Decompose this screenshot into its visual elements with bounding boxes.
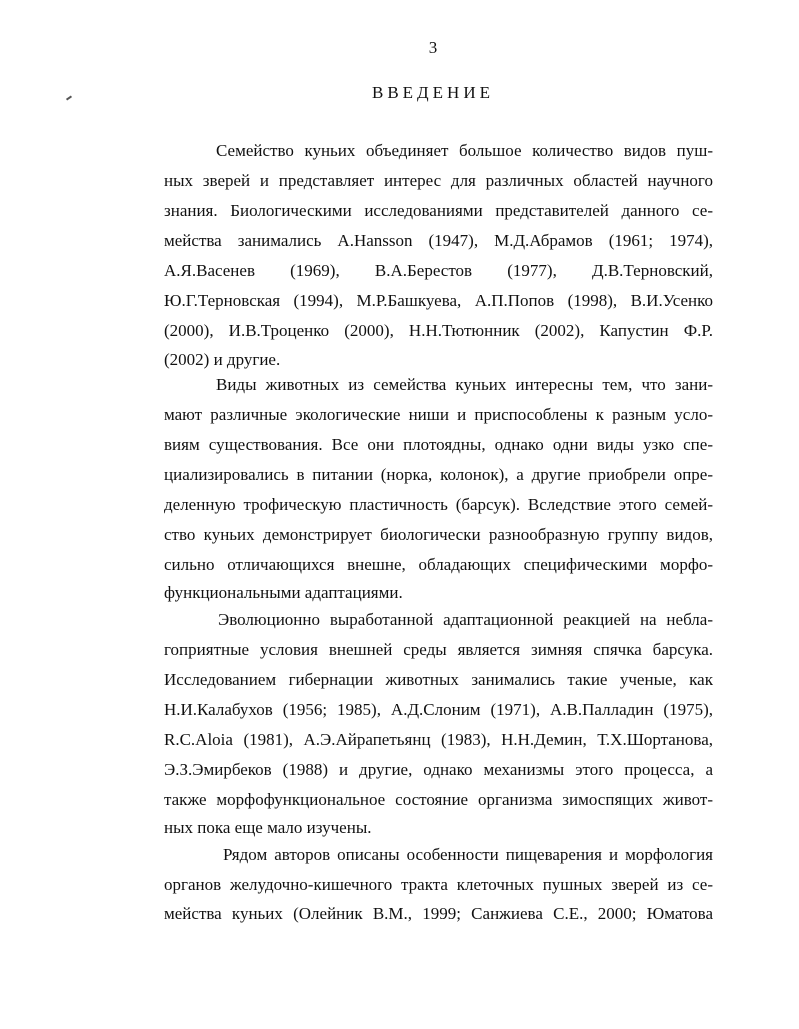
- text-line: функциональными адаптациями.: [164, 583, 403, 602]
- text-line: Н.И.Калабухов (1956; 1985), А.Д.Слоним (1971), А.В.Палладин (1975),: [164, 700, 713, 719]
- text-line: ных зверей и представляет интерес для различных областей научного: [164, 171, 713, 190]
- text-line: Рядом авторов описаны особенности пищеварения и морфология: [223, 845, 713, 864]
- text-line: (2002) и другие.: [164, 350, 281, 369]
- text-line: мейства занимались A.Hansson (1947), М.Д.Абрамов (1961; 1974),: [164, 231, 713, 250]
- text-line: ство куньих демонстрирует биологически разнообразную группу видов,: [164, 525, 713, 544]
- text-line: деленную трофическую пластичность (барсук). Вследствие этого семей-: [164, 495, 713, 514]
- text-line: циализировались в питании (норка, колонок), а другие приобрели опре-: [164, 465, 713, 484]
- text-line: Виды животных из семейства куньих интересны тем, что зани-: [216, 375, 713, 394]
- text-line: знания. Биологическими исследованиями представителей данного се-: [164, 201, 713, 220]
- text-line: мейства куньих (Олейник В.М., 1999; Санжиева С.Е., 2000; Юматова: [164, 904, 713, 923]
- text-line: ных пока еще мало изучены.: [164, 818, 372, 837]
- page-number: 3: [428, 38, 438, 57]
- text-line: также морфофункциональное состояние организма зимоспящих живот-: [164, 790, 713, 809]
- text-line: Эволюционно выработанной адаптационной реакцией на небла-: [218, 610, 713, 629]
- text-line: органов желудочно-кишечного тракта клеточных пушных зверей из се-: [164, 875, 713, 894]
- text-line: виям существования. Все они плотоядны, однако одни виды узко спе-: [164, 435, 713, 454]
- text-line: Исследованием гибернации животных занимались такие ученые, как: [164, 670, 713, 689]
- text-line: Э.З.Эмирбеков (1988) и другие, однако механизмы этого процесса, а: [164, 760, 713, 779]
- text-line: R.C.Aloia (1981), А.Э.Айрапетьянц (1983), Н.Н.Демин, Т.Х.Шортанова,: [164, 730, 713, 749]
- section-heading: ВВЕДЕНИЕ: [372, 83, 494, 102]
- text-line: мают различные экологические ниши и приспособлены к разным усло-: [164, 405, 713, 424]
- text-line: А.Я.Васенев (1969), В.А.Берестов (1977), Д.В.Терновский,: [164, 261, 713, 280]
- text-line: гоприятные условия внешней среды является зимняя спячка барсука.: [164, 640, 713, 659]
- text-line: Семейство куньих объединяет большое количество видов пуш-: [216, 141, 713, 160]
- text-line: (2000), И.В.Троценко (2000), Н.Н.Тютюнник (2002), Капустин Ф.Р.: [164, 321, 713, 340]
- text-line: сильно отличающихся внешне, обладающих специфическими морфо-: [164, 555, 713, 574]
- text-line: Ю.Г.Терновская (1994), М.Р.Башкуева, А.П.Попов (1998), В.И.Усенко: [164, 291, 713, 310]
